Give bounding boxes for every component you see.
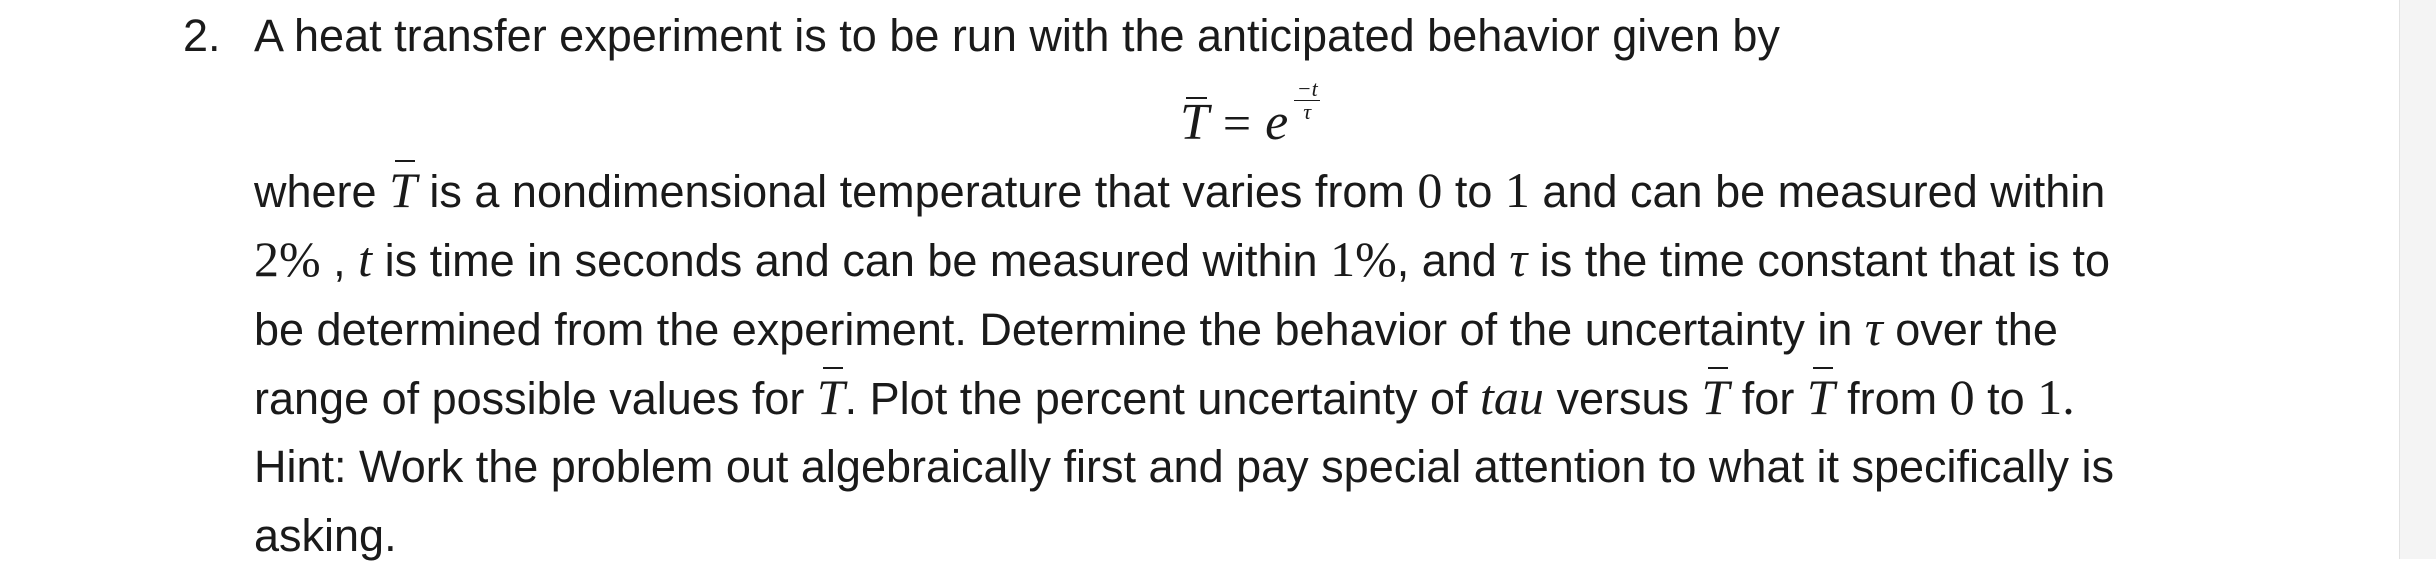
text-run: , [320, 235, 359, 286]
text-run: over the [1882, 304, 2058, 355]
math-symbol: tau [1480, 369, 1544, 425]
equation [1180, 76, 1320, 152]
text-run: versus [1543, 373, 1702, 424]
text-line [254, 501, 2364, 570]
text-run: is time in seconds and can be measured within [372, 235, 1331, 286]
text-line [254, 363, 2364, 432]
text-run: for [1729, 373, 1807, 424]
math-symbol-tbar: T [1701, 363, 1729, 432]
text-run: from [1834, 373, 1950, 424]
equation-exponent [1294, 76, 1320, 124]
exponent-denominator: τ [1303, 99, 1312, 124]
vertical-scrollbar[interactable] [2399, 0, 2436, 559]
math-number: 0 [1949, 369, 1975, 425]
math-symbol-tbar: T [389, 156, 417, 225]
equation-equals: = [1222, 95, 1252, 151]
equation-lhs: T [1180, 94, 1209, 151]
problem-number: 2. [183, 10, 221, 61]
math-number: 2% [254, 231, 321, 287]
text-run: is a nondimensional temperature that varies from [416, 166, 1418, 217]
text-run: , and [1396, 235, 1510, 286]
math-number: 1 [1504, 162, 1530, 218]
text-line [254, 432, 2364, 501]
equation-base: e [1265, 94, 1289, 151]
text-run: range of possible values for [254, 373, 817, 424]
text-line [254, 225, 2364, 294]
math-number: 0 [1417, 162, 1443, 218]
exponent-numerator: −t [1296, 76, 1318, 101]
text-run: and can be measured within [1529, 166, 2106, 217]
math-symbol: t [358, 231, 373, 287]
math-symbol-tbar: T [817, 363, 845, 432]
text-run: where [254, 166, 390, 217]
text-run: to [1974, 373, 2038, 424]
text-run: be determined from the experiment. Determine the behavior of the uncertainty in [254, 304, 1865, 355]
math-number: 1. [2037, 369, 2075, 425]
text-line [254, 294, 2364, 363]
text-run: . Plot the percent uncertainty of [844, 373, 1481, 424]
text-line [254, 156, 2364, 225]
math-symbol-tbar: T [1807, 363, 1835, 432]
math-symbol: τ [1509, 231, 1528, 287]
math-symbol: τ [1864, 300, 1883, 356]
text-run: is the time constant that is to [1527, 235, 2111, 286]
problem-body [254, 156, 2364, 570]
math-number: 1% [1330, 231, 1397, 287]
problem-intro: A heat transfer experiment is to be run with the anticipated behavior given by [254, 10, 1780, 61]
text-run: asking. [254, 510, 397, 561]
text-run: to [1442, 166, 1505, 217]
text-run: Hint: Work the problem out algebraically first and pay special attention to what it specifically is [254, 441, 2115, 492]
